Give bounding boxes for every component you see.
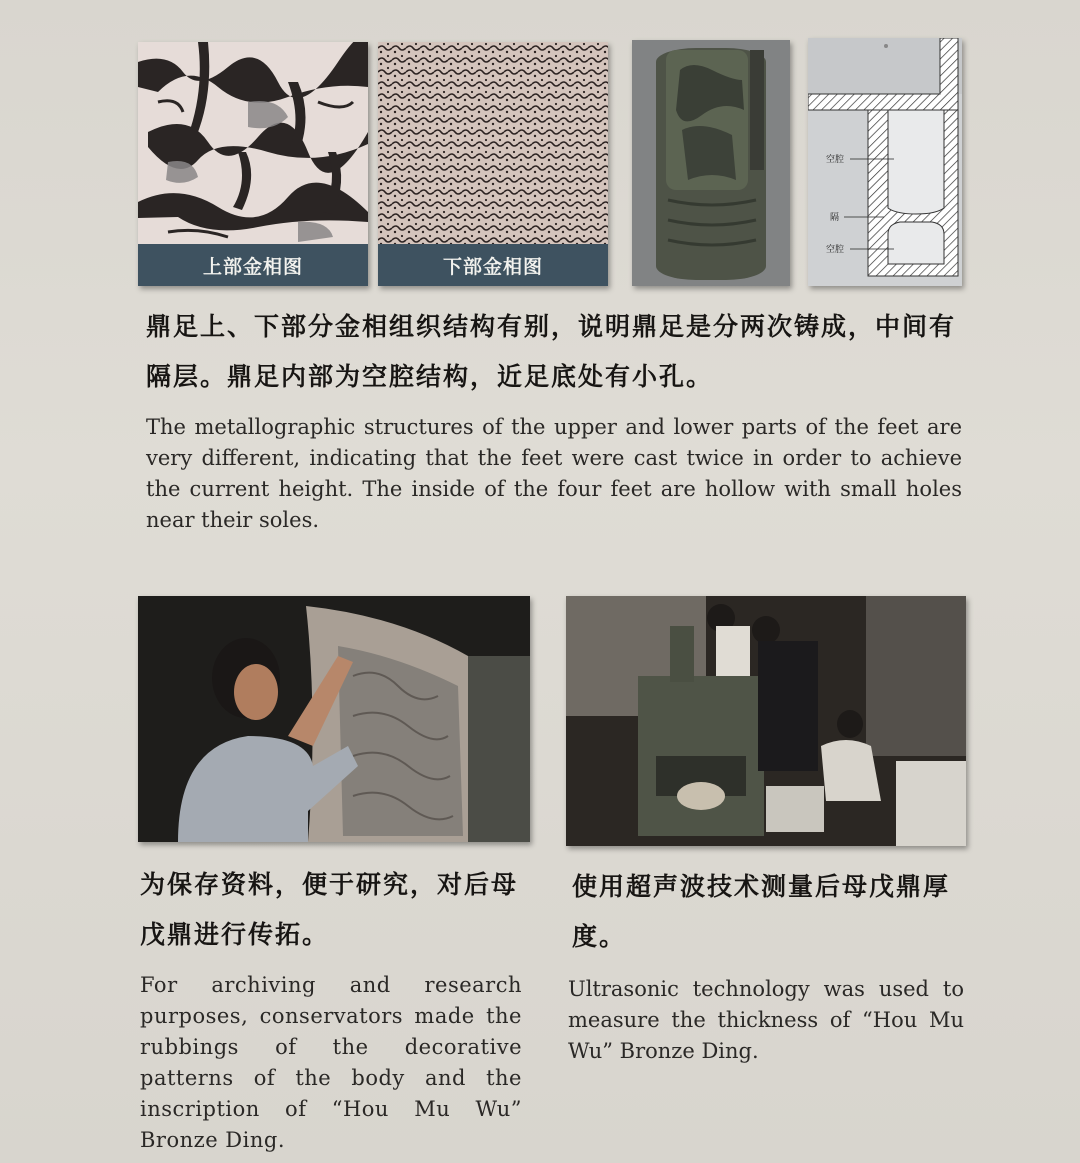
cross-section-svg xyxy=(808,38,962,286)
ultrasonic-photo xyxy=(566,596,966,846)
bronze-foot-image xyxy=(632,40,790,286)
bottom-left-chinese-caption: 为保存资料，便于研究，对后母戊鼎进行传拓。 xyxy=(140,870,519,949)
bottom-right-english-caption: Ultrasonic technology was used to measure the thickness of “Hou Mu Wu” Bronze Ding. xyxy=(568,977,964,1063)
diagram-label-cavity-upper: 空腔 xyxy=(826,155,845,165)
lower-metallograph-panel xyxy=(378,42,608,286)
rubbing-photo-image xyxy=(138,596,530,842)
bottom-right-chinese-caption: 使用超声波技术测量后母戊鼎厚度。 xyxy=(572,872,951,951)
top-english-caption: The metallographic structures of the upper and lower parts of the feet are very different, indicating that the feet were cast twice in order to achieve the current height. The inside of the four feet are hollow with small holes near their soles. xyxy=(146,415,962,532)
rubbing-photo xyxy=(138,596,530,842)
ultrasonic-photo-image xyxy=(566,596,966,846)
cross-section-diagram xyxy=(808,38,962,286)
bronze-foot-photo xyxy=(632,40,790,286)
upper-metallograph-panel xyxy=(138,42,368,286)
diagram-label-partition: 隔 xyxy=(830,213,840,223)
lower-metallograph-caption: 下部金相图 xyxy=(378,244,608,286)
upper-metallograph-caption: 上部金相图 xyxy=(138,244,368,286)
bottom-left-english-caption: For archiving and research purposes, conservators made the rubbings of the decorative patterns of the body and the inscription of “Hou Mu Wu” Bronze Ding. xyxy=(140,973,522,1152)
diagram-label-cavity-lower: 空腔 xyxy=(826,245,845,255)
top-chinese-caption: 鼎足上、下部分金相组织结构有别，说明鼎足是分两次铸成，中间有隔层。鼎足内部为空腔结构，近足底处有小孔。 xyxy=(146,312,957,391)
